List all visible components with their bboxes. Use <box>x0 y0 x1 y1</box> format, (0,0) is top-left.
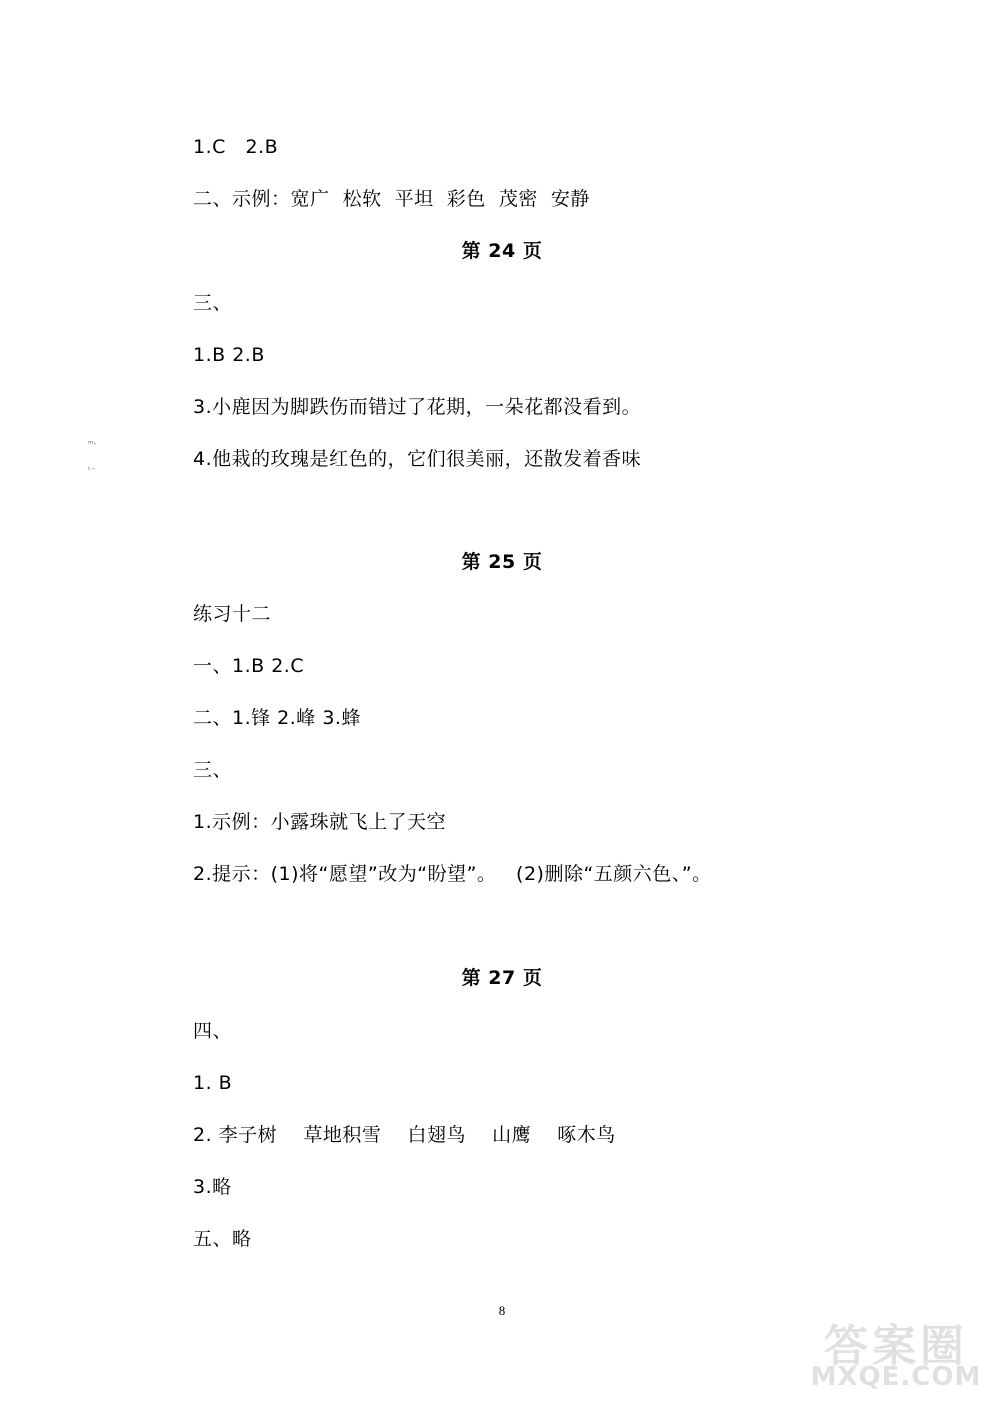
answer-line: 1. B <box>193 1072 233 1094</box>
margin-mark: ₘᵥ <box>88 436 97 446</box>
section-heading: 第 24 页 <box>461 240 543 262</box>
watermark-logo <box>806 1310 986 1396</box>
answer-line: 1.B 2.B <box>193 344 265 366</box>
answer-line: 三、 <box>193 759 233 781</box>
watermark-logo-text: 答案圈 <box>824 1321 968 1372</box>
section-heading: 第 25 页 <box>461 551 543 573</box>
page-number: 8 <box>498 1303 506 1318</box>
answer-line: 一、1.B 2.C <box>193 655 305 677</box>
answer-line: 四、 <box>193 1020 233 1042</box>
answer-line: 2. 李子树 草地积雪 白翅鸟 山鹰 啄木鸟 <box>193 1124 616 1146</box>
margin-mark: ₜ₋ <box>88 462 96 472</box>
answer-line: 五、略 <box>193 1228 252 1250</box>
section-heading: 第 27 页 <box>461 967 543 989</box>
answer-line: 二、1.锋 2.峰 3.蜂 <box>193 707 361 729</box>
answer-line: 三、 <box>193 292 233 314</box>
answer-line: 4.他栽的玫瑰是红色的，它们很美丽，还散发着香味 <box>193 448 642 470</box>
answer-line: 1.示例：小露珠就飞上了天空 <box>193 811 447 833</box>
answer-line: 练习十二 <box>193 603 272 625</box>
answer-line: 3.略 <box>193 1176 232 1198</box>
answer-line: 3.小鹿因为脚跌伤而错过了花期，一朵花都没看到。 <box>193 396 642 418</box>
answer-line: 2.提示：(1)将“愿望”改为“盼望”。 (2)删除“五颜六色、”。 <box>193 863 712 885</box>
answer-line: 1.C 2.B <box>193 136 279 158</box>
answer-line: 二、示例：宽广 松软 平坦 彩色 茂密 安静 <box>193 188 590 210</box>
watermark-url: MXQE.COM <box>810 1362 982 1392</box>
